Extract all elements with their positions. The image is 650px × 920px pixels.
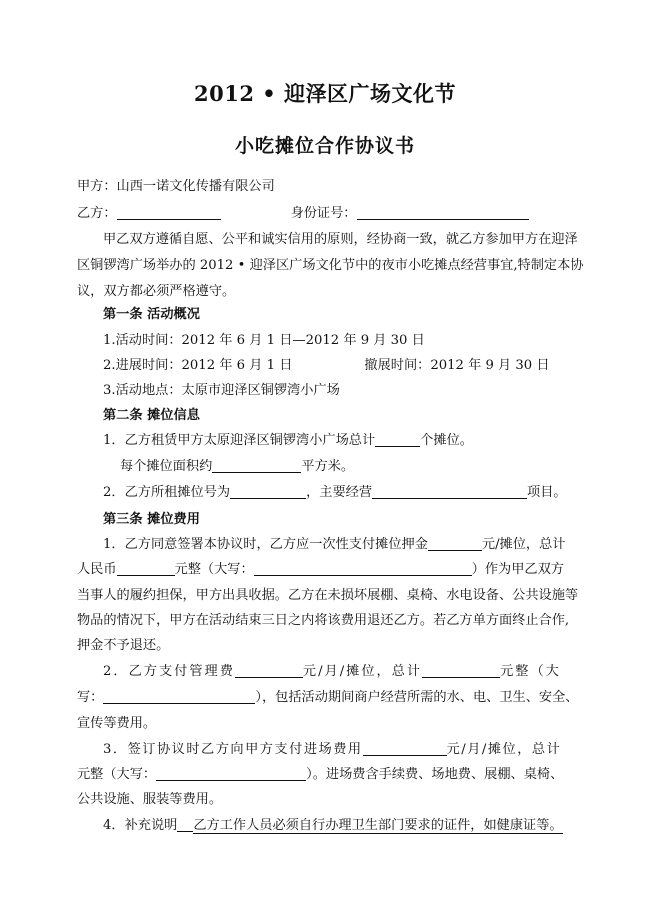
deposit-capital-blank[interactable] <box>254 561 472 576</box>
mgmt-fee-capital-blank[interactable] <box>103 689 255 704</box>
entry-fee-blank[interactable] <box>363 741 447 756</box>
party-b-label: 乙方： <box>77 206 117 221</box>
mgmt-fee-includes-text: ），包括活动期间商户经营所需的水、电、卫生、安全、 <box>255 690 579 705</box>
booth-number-line <box>103 483 567 503</box>
booth-count-line <box>103 431 473 451</box>
mgmt-fee-total-blank[interactable] <box>422 663 500 678</box>
entry-fee-line-1 <box>103 740 561 760</box>
activity-time: 1.活动时间：2012 年 6 月 1 日—2012 年 9 月 30 日 <box>103 333 425 348</box>
party-b-name-blank[interactable] <box>117 205 221 220</box>
mgmt-fee-line-3: 宣传等费用。 <box>77 716 157 731</box>
deposit-amount-blank[interactable] <box>428 536 482 551</box>
deposit-total-blank[interactable] <box>117 561 175 576</box>
supplement-line <box>103 816 563 836</box>
booth-area-blank[interactable] <box>212 458 301 473</box>
deposit-text: 1．乙方同意签署本协议时，乙方应一次性支付摊位押金 <box>103 537 428 552</box>
main-business-blank[interactable] <box>372 484 527 499</box>
entry-fee-total-text: 元/月/摊位，总计 <box>446 742 562 757</box>
deposit-total-text: 元/摊位，总计 <box>481 537 566 552</box>
activity-place: 3.活动地点：太原市迎泽区铜锣湾小广场 <box>103 383 340 398</box>
entry-fee-line-3: 公共设施、服装等费用。 <box>77 792 223 807</box>
entry-fee-capital-label: 元整（大写： <box>77 767 157 782</box>
move-in-time <box>103 356 550 376</box>
intro-line-2: 区铜锣湾广场举办的 2012 • 迎泽区广场文化节中的夜市小吃摊点经营事宜,特制定本协 <box>77 258 584 273</box>
id-number-blank[interactable] <box>357 205 529 220</box>
supplement-text: 乙方工作人员必须自行办理卫生部门要求的证件，如健康证等。 <box>193 818 563 833</box>
party-a-line: 甲方：山西一诺文化传播有限公司 <box>77 179 275 194</box>
mgmt-fee-line-2 <box>77 688 578 708</box>
intro-line-3: 议，双方都必须严格遵守。 <box>77 284 236 299</box>
article-3-heading: 第三条 摊位费用 <box>103 512 200 527</box>
booth-area-unit: 平方米。 <box>301 459 355 474</box>
booth-count-text: 1．乙方租赁甲方太原迎泽区铜锣湾小广场总计 <box>103 433 376 448</box>
booth-count-unit: 个摊位。 <box>420 433 473 448</box>
deposit-line-4: 物品的情况下，甲方在活动结束三日之内将该费用退还乙方。若乙方单方面终止合作, <box>77 613 570 628</box>
intro-line-1: 甲乙双方遵循自愿、公平和诚实信用的原则，经协商一致，就乙方参加甲方在迎泽 <box>103 232 578 247</box>
article-1-heading: 第一条 活动概况 <box>103 307 200 322</box>
supplement-label: 4．补充说明 <box>103 818 178 833</box>
booth-area-line <box>120 457 354 477</box>
entry-fee-includes-text: ）。进场费含手续费、场地费、展棚、桌椅、 <box>306 767 564 782</box>
mgmt-fee-text: 2．乙方支付管理费 <box>103 664 235 679</box>
entry-fee-capital-blank[interactable] <box>156 766 306 781</box>
deposit-line-3: 当事人的履约担保，甲方出具收据。乙方在未损坏展棚、桌椅、水电设备、公共设施等 <box>77 588 579 603</box>
mgmt-fee-capital-text: 元整（大 <box>500 664 561 679</box>
deposit-line-5: 押金不予退还。 <box>77 638 170 653</box>
booth-area-text: 每个摊位面积约 <box>120 459 213 474</box>
id-number-label: 身份证号： <box>290 206 357 221</box>
entry-fee-text: 3．签订协议时乙方向甲方支付进场费用 <box>103 742 363 757</box>
main-business-text: ，主要经营 <box>306 485 373 500</box>
document-subtitle: 小吃摊位合作协议书 <box>234 135 415 157</box>
mgmt-fee-line-1 <box>103 662 561 682</box>
party-b-line <box>77 204 529 224</box>
move-in-text: 2.进展时间：2012 年 6 月 1 日 <box>103 358 293 373</box>
rmb-label: 人民币 <box>77 562 117 577</box>
deposit-purpose-text: ）作为甲乙双方 <box>471 562 564 577</box>
mgmt-fee-total-text: 元/月/摊位，总计 <box>302 664 423 679</box>
booth-number-text: 2．乙方所租摊位号为 <box>103 485 231 500</box>
document-title: 2012 • 迎泽区广场文化节 <box>194 81 456 106</box>
deposit-line-2 <box>77 560 564 580</box>
mgmt-fee-write-label: 写： <box>77 690 104 705</box>
entry-fee-line-2 <box>77 765 563 785</box>
move-out-text: 撤展时间：2012 年 9 月 30 日 <box>364 358 550 373</box>
booth-count-blank[interactable] <box>375 432 420 447</box>
deposit-line-1 <box>103 535 565 555</box>
project-unit: 项目。 <box>527 485 567 500</box>
capital-label: 元整（大写： <box>174 562 254 577</box>
booth-number-blank[interactable] <box>230 484 306 499</box>
article-2-heading: 第二条 摊位信息 <box>103 408 200 423</box>
mgmt-fee-blank[interactable] <box>235 663 303 678</box>
